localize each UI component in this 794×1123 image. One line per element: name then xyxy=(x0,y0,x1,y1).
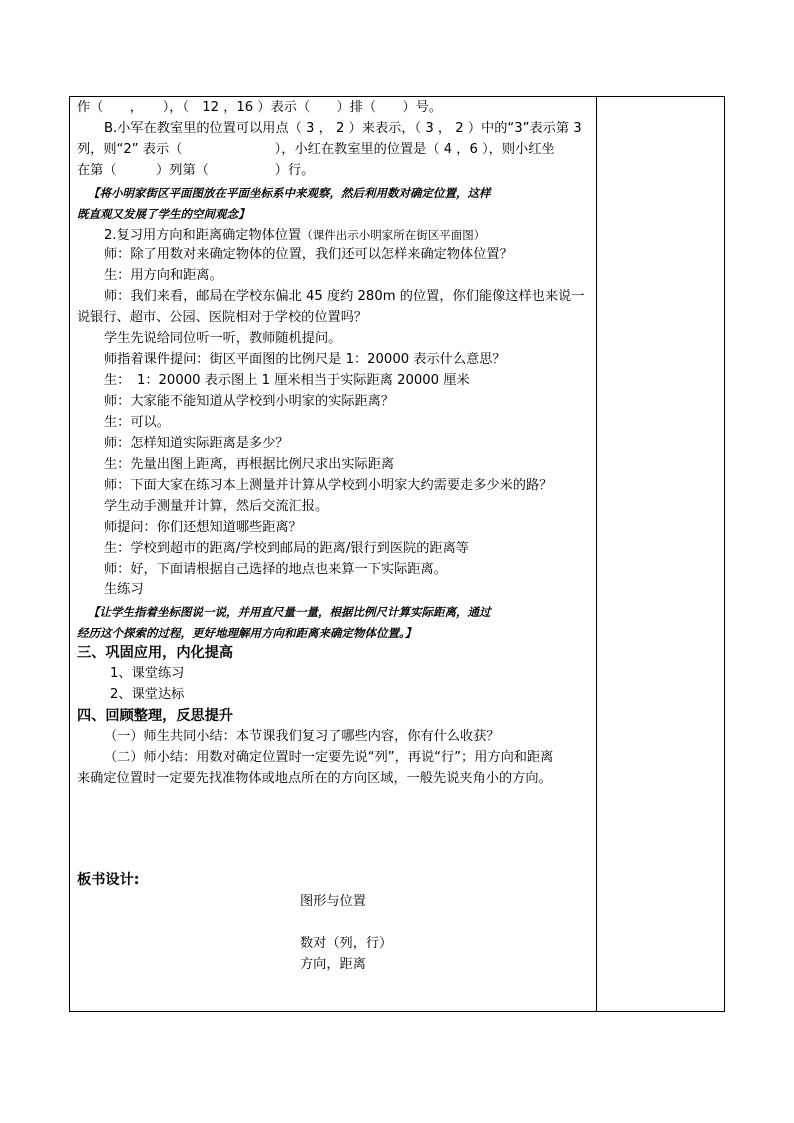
design-note-1-line-1: 【将小明家街区平面图放在平面坐标系中来观察，然后利用数对确定位置，这样 xyxy=(88,186,491,200)
section-subnote: （课件出示小明家所在街区平面图） xyxy=(301,228,486,242)
design-note-1-line-2: 既直观又发展了学生的空间观念】 xyxy=(77,207,250,221)
dialogue-line: 师：下面大家在练习本上测量并计算从学校到小明家大约需要走多少米的路？ xyxy=(104,478,553,493)
dialogue-line: 师：大家能不能知道从学校到小明家的实际距离？ xyxy=(104,394,395,409)
dialogue-line: 说银行、超市、公园、医院相对于学校的位置吗？ xyxy=(77,310,368,325)
design-note-2-line-2: 经历这个探索的过程，更好地理解用方向和距离来确定物体位置。】 xyxy=(77,626,417,640)
exercise-b-line-2: 列，则“2” 表示（ ），小红在教室里的位置是（ 4 ，6 ），则小红坐 xyxy=(77,142,555,157)
dialogue-line: 师：怎样知道实际距离是多少？ xyxy=(104,436,289,451)
section-heading-3: 三、巩固应用，内化提高 xyxy=(77,645,234,661)
dialogue-line: 师：好，下面请根据自己选择的地点也来算一下实际距离。 xyxy=(104,562,447,577)
dialogue-line: 生：可以。 xyxy=(104,415,170,430)
exercise-b-line-3: 在第（ ）列第（ ）行。 xyxy=(77,163,315,178)
exercise-a-line: 作（ ， ），（ 12 ，16 ）表示（ ）排（ ）号。 xyxy=(77,100,443,115)
board-item-direction: 方向，距离 xyxy=(300,957,366,972)
dialogue-line: 师指着课件提问：街区平面图的比例尺是 1：20000 表示什么意思？ xyxy=(104,352,506,367)
dialogue-line: 师：我们来看，邮局在学校东偏北 45 度约 280m 的位置，你们能像这样也来说一 xyxy=(104,289,585,304)
board-label: 板书设计: xyxy=(77,872,140,888)
dialogue-line: 师：除了用数对来确定物体的位置，我们还可以怎样来确定物体位置？ xyxy=(104,247,513,262)
dialogue-line: 学生先说给同位听一听，教师随机提问。 xyxy=(104,331,342,346)
dialogue-line: 师提问：你们还想知道哪些距离？ xyxy=(104,520,302,535)
dialogue-line: 生：用方向和距离。 xyxy=(104,268,223,283)
dialogue-line: 生：先量出图上距离，再根据比例尺求出实际距离 xyxy=(104,457,395,472)
board-title: 图形与位置 xyxy=(300,894,366,909)
summary-line: （一）师生共同小结：本节课我们复习了哪些内容，你有什么收获？ xyxy=(104,729,500,744)
summary-line: 来确定位置时一定要先找准物体或地点所在的方向区域，一般先说夹角小的方向。 xyxy=(77,771,552,786)
summary-line: （二）师小结：用数对确定位置时一定要先说“列”，再说“行”；用方向和距离 xyxy=(104,750,554,765)
section-title: 2.复习用方向和距离确定物体位置 xyxy=(104,228,302,243)
list-item: 1、课堂练习 xyxy=(110,666,185,681)
section-heading-4: 四、回顾整理，反思提升 xyxy=(77,708,234,724)
design-note-2-line-1: 【让学生指着坐标图说一说，并用直尺量一量，根据比例尺计算实际距离，通过 xyxy=(88,605,491,619)
exercise-b-line-1: B.小军在教室里的位置可以用点（ 3 ， 2 ）来表示，（ 3 ， 2 ）中的“3”表示第 3 xyxy=(104,121,582,136)
dialogue-line: 生： 1：20000 表示图上 1 厘米相当于实际距离 20000 厘米 xyxy=(104,373,470,388)
board-item-coordinates: 数对（列，行） xyxy=(300,936,393,951)
dialogue-line: 生：学校到超市的距离/学校到邮局的距离/银行到医院的距离等 xyxy=(104,541,469,556)
dialogue-line: 学生动手测量并计算，然后交流汇报。 xyxy=(104,499,329,514)
list-item: 2、课堂达标 xyxy=(110,687,185,702)
dialogue-line: 生练习 xyxy=(104,582,144,597)
section-review-direction xyxy=(104,225,485,246)
column-divider xyxy=(596,96,597,1012)
